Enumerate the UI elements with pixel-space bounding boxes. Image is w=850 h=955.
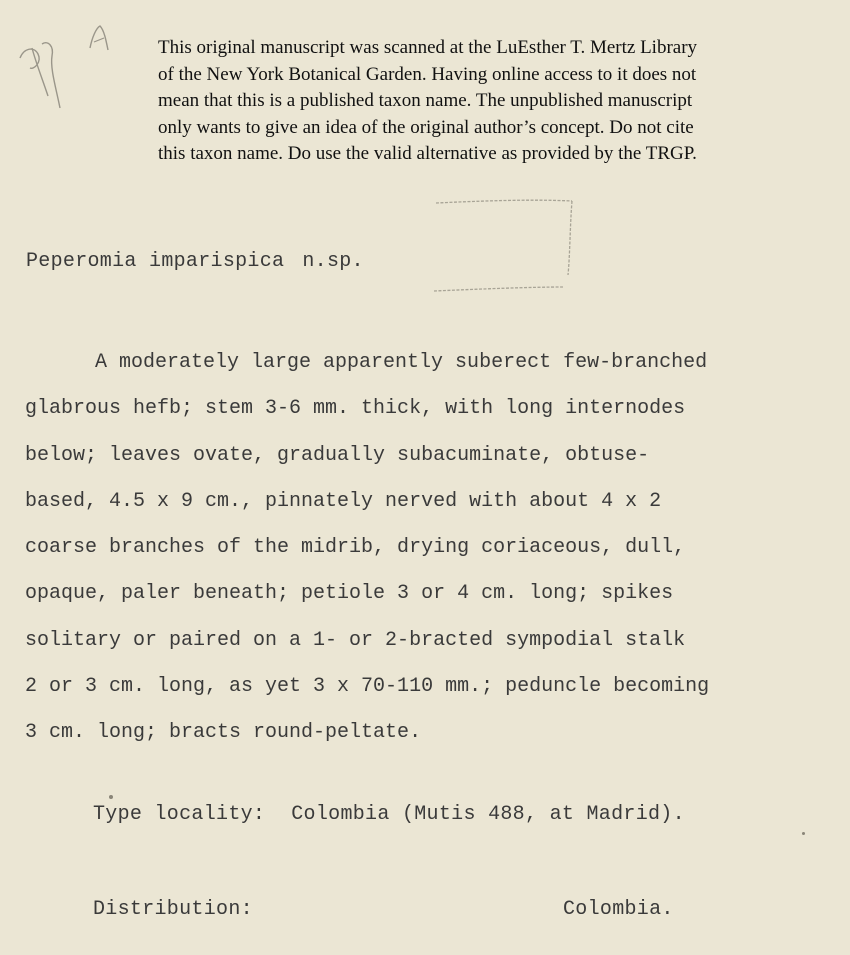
notice-line: mean that this is a published taxon name. The unpublished manuscript	[158, 90, 693, 111]
notice-line: this taxon name. Do use the valid alternative as provided by the TRGP.	[158, 143, 697, 164]
description-line: below; leaves ovate, gradually subacuminate, obtuse-	[25, 443, 650, 467]
description-line: glabrous hefb; stem 3-6 mm. thick, with long internodes	[25, 397, 686, 421]
ink-speck	[802, 832, 805, 835]
handwritten-pencil-mark	[12, 18, 122, 113]
type-locality-label: Type locality:	[93, 803, 266, 826]
description-line: coarse branches of the midrib, drying coriaceous, dull,	[25, 536, 686, 560]
description-paragraph	[25, 340, 709, 757]
distribution-label: Distribution:	[93, 898, 253, 921]
notice-line: only wants to give an idea of the original author’s concept. Do not cite	[158, 116, 694, 138]
description-line: 3 cm. long; bracts round-peltate.	[25, 721, 422, 745]
scan-notice	[158, 35, 798, 168]
description-line: A moderately large apparently suberect few-branched	[95, 351, 708, 374]
type-locality	[93, 803, 685, 826]
type-locality-value: Colombia (Mutis 488, at Madrid).	[291, 803, 685, 826]
taxon-status: n.sp.	[302, 250, 364, 273]
description-line: based, 4.5 x 9 cm., pinnately nerved with about 4 x 2	[25, 489, 662, 513]
pencil-bracket-mark	[430, 195, 580, 300]
ink-speck	[109, 795, 113, 799]
taxon-name: Peperomia imparispica	[26, 250, 285, 273]
taxon-title	[26, 250, 364, 273]
description-line: opaque, paler beneath; petiole 3 or 4 cm. long; spikes	[25, 582, 674, 606]
notice-line: of the New York Botanical Garden. Having online access to it does not	[158, 63, 697, 85]
distribution-value: Colombia.	[563, 898, 674, 921]
description-line: solitary or paired on a 1- or 2-bracted sympodial stalk	[25, 628, 686, 652]
description-line: 2 or 3 cm. long, as yet 3 x 70-110 mm.; peduncle becoming	[25, 675, 710, 699]
notice-line: This original manuscript was scanned at the LuEsther T. Mertz Library	[158, 37, 698, 58]
